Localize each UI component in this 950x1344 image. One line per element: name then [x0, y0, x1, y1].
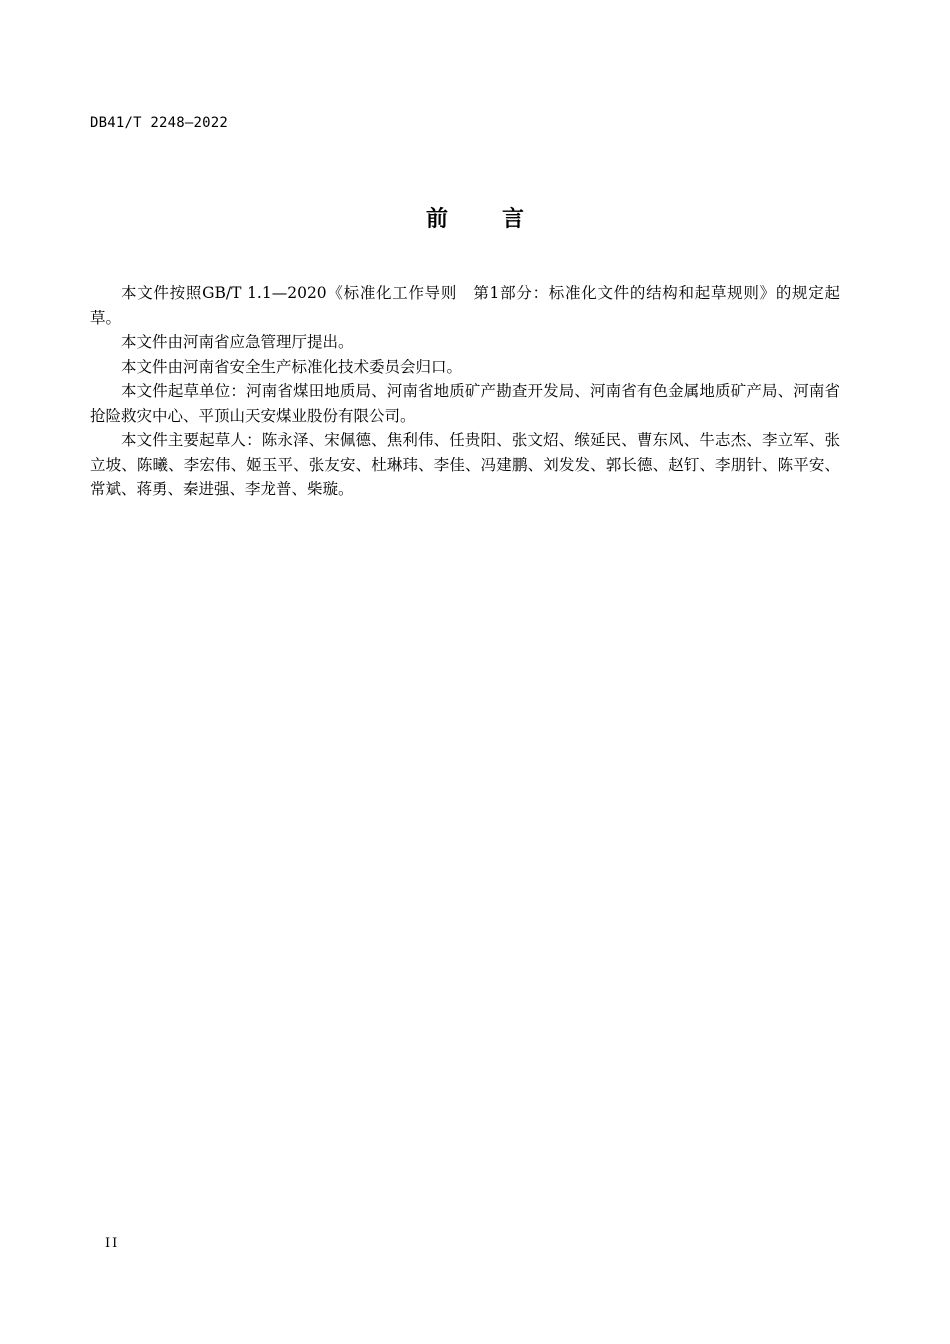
- page-title: [0, 202, 950, 233]
- paragraph-drafting-rules: 本文件按照GB/T 1.1—2020《标准化工作导则 第1部分：标准化文件的结构和起草规则》的规定起草。: [90, 284, 840, 327]
- title-char-2: 言: [502, 207, 525, 232]
- paragraph-drafters: 本文件主要起草人：陈永泽、宋佩德、焦利伟、任贵阳、张文炤、缑延民、曹东风、牛志杰、李立军、张立坡、陈曦、李宏伟、姬玉平、张友安、杜琳玮、李佳、冯建鹏、刘发发、郭长德、赵钉、李朋针、陈平安、常斌、蒋勇、秦进强、李龙普、柴璇。: [90, 431, 840, 498]
- paragraph-drafting-units: 本文件起草单位：河南省煤田地质局、河南省地质矿产勘查开发局、河南省有色金属地质矿产局、河南省抢险救灾中心、平顶山天安煤业股份有限公司。: [90, 382, 840, 425]
- document-code: DB41/T 2248—2022: [90, 115, 229, 131]
- page-number: II: [105, 1236, 120, 1251]
- paragraph-centralized-unit: 本文件由河南省安全生产标准化技术委员会归口。: [121, 357, 463, 376]
- foreword-body: [90, 281, 840, 502]
- title-char-1: 前: [425, 207, 448, 232]
- paragraph-proposer: 本文件由河南省应急管理厅提出。: [121, 333, 354, 351]
